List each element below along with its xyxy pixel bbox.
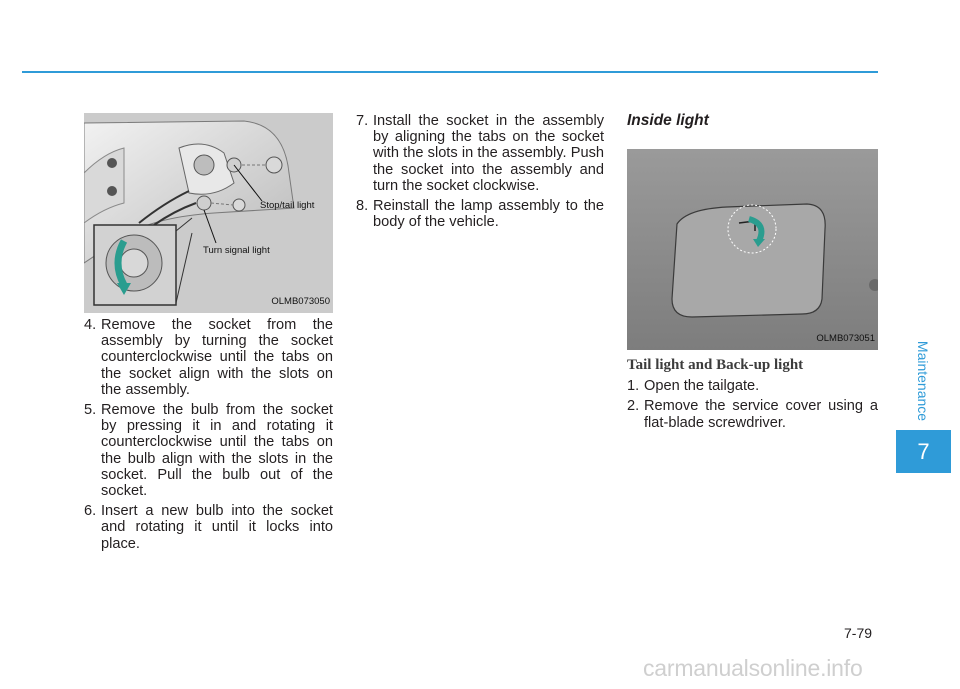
figure-code: OLMB073051 [816,332,875,344]
step-item [627,378,878,394]
step-text: Open the tailgate. [644,378,760,395]
figure-code: OLMB073050 [271,295,330,307]
step-item [627,398,878,430]
removal-steps [84,317,333,552]
step-number: 8. [356,198,369,215]
step-item [84,317,333,398]
chapter-number-box [896,430,951,473]
step-item [84,503,333,552]
step-text: Remove the bulb from the socket by pressing it in and rotating it counterclockwise until the tabs on the bulb align with the slots in the socket. Pull the bulb out of the socket. [101,402,333,500]
step-item [356,198,604,230]
step-number: 1. [627,378,640,395]
step-text: Insert a new bulb into the socket and rotating it until it locks into place. [101,503,333,552]
step-text: Reinstall the lamp assembly to the body of the vehicle. [373,198,604,231]
step-text: Remove the socket from the assembly by turning the socket counterclockwise until the tabs on the socket align with the slots on the assembly. [101,317,333,398]
step-number: 4. [84,317,97,333]
step-number: 5. [84,402,97,419]
installation-steps [356,113,604,230]
inside-light-illustration [627,149,878,350]
step-number: 7. [356,113,369,129]
left-column [84,113,333,556]
tail-lamp-socket-figure [84,113,333,313]
step-number: 6. [84,503,97,520]
stop-tail-light-callout: Stop/tail light [260,200,315,211]
page-number: 7-79 [844,625,873,641]
middle-column [356,113,604,234]
section-title: Inside light [627,112,709,129]
step-item [356,113,604,194]
step-text: Install the socket in the assembly by aligning the tabs on the socket with the slots in the assembly. Push the socket into the assembly and turn the socket clockwise. [373,113,604,194]
subsection-title: Tail light and Back-up light [627,357,804,373]
step-item [84,402,333,499]
inside-light-figure [627,149,878,350]
tail-light-steps [627,378,878,431]
watermark: carmanualsonline.info [643,655,863,681]
right-column [627,113,878,435]
turn-signal-light-callout: Turn signal light [203,245,270,256]
step-number: 2. [627,398,640,415]
step-text: Remove the service cover using a flat-blade screwdriver. [644,398,878,431]
chapter-name: Maintenance [915,340,932,421]
chapter-number: 7 [917,438,930,464]
chapter-tab-label [896,331,951,430]
header-rule [22,71,878,73]
